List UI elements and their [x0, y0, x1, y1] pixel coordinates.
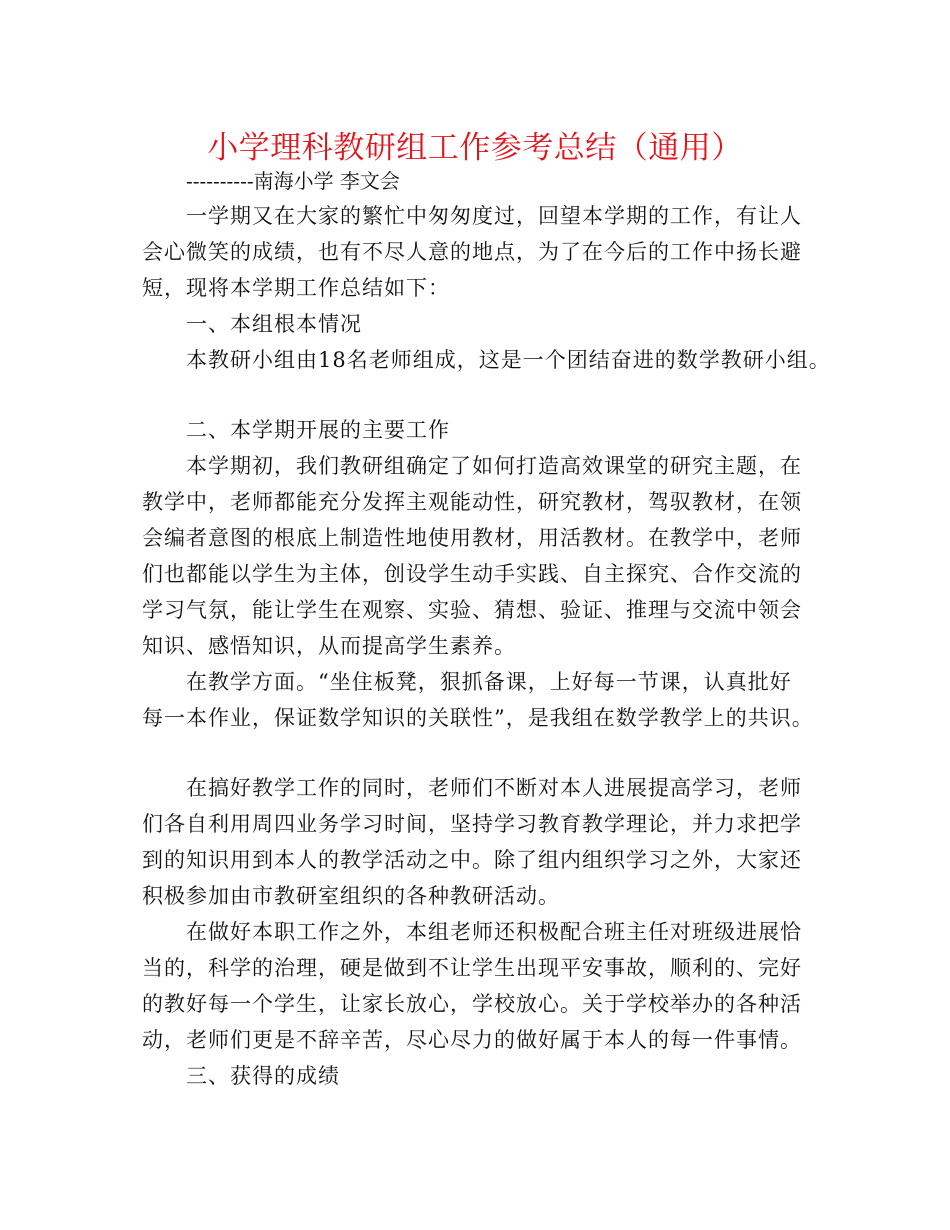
- paragraph-gap: [142, 378, 814, 412]
- text-line: 的教好每一个学生，让家长放心，学校放心。关于学校举办的各种活: [142, 992, 802, 1016]
- text-line: 在教学方面。“坐住板凳，狠抓备课，上好每一节课，认真批好: [186, 670, 792, 694]
- text-line: 到的知识用到本人的教学活动之中。除了组内组织学习之外，大家还: [142, 848, 802, 872]
- text-line: 本学期初，我们教研组确定了如何打造高效课堂的研究主题，在: [186, 454, 802, 478]
- text-line: 动，老师们更是不辞辛苦，尽心尽力的做好属于本人的每一件事情。: [142, 1028, 802, 1052]
- text-line: 们各自利用周四业务学习时间，坚持学习教育教学理论，并力求把学: [142, 812, 802, 836]
- text-line: 二、本学期开展的主要工作: [186, 418, 450, 442]
- text-line: 短，现将本学期工作总结如下：: [142, 276, 450, 300]
- text-line: 三、获得的成绩: [186, 1064, 340, 1088]
- text-line: 一、本组根本情况: [186, 312, 362, 336]
- text-line: 在做好本职工作之外，本组老师还积极配合班主任对班级进展恰: [186, 920, 802, 944]
- document-body: [142, 198, 831, 1094]
- text-line: 学习气氛，能让学生在观察、实验、猜想、验证、推理与交流中领会: [142, 598, 802, 622]
- document-title: 小学理科教研组工作参考总结（通用）: [207, 130, 743, 166]
- paragraph-gap: [142, 736, 814, 770]
- text-line: 积极参加由市教研室组织的各种教研活动。: [142, 884, 560, 908]
- document-byline: ----------南海小学 李文会: [186, 169, 400, 193]
- text-line: 每一本作业，保证数学知识的关联性”，是我组在数学教学上的共识。: [142, 706, 814, 730]
- text-line: 本教研小组由18名老师组成，这是一个团结奋进的数学教研小组。: [186, 348, 831, 372]
- text-line: 会编者意图的根底上制造性地使用教材，用活教材。在教学中，老师: [142, 526, 802, 550]
- text-line: 会心微笑的成绩，也有不尽人意的地点，为了在今后的工作中扬长避: [142, 240, 802, 264]
- text-line: 知识、感悟知识，从而提高学生素养。: [142, 634, 516, 658]
- text-line: 当的，科学的治理，硬是做到不让学生出现平安事故，顺利的、完好: [142, 956, 802, 980]
- text-line: 一学期又在大家的繁忙中匆匆度过，回望本学期的工作，有让人: [186, 204, 802, 228]
- text-line: 在搞好教学工作的同时，老师们不断对本人进展提高学习，老师: [186, 776, 802, 800]
- text-line: 教学中，老师都能充分发挥主观能动性，研究教材，驾驭教材，在领: [142, 490, 802, 514]
- text-line: 们也都能以学生为主体，创设学生动手实践、自主探究、合作交流的: [142, 562, 802, 586]
